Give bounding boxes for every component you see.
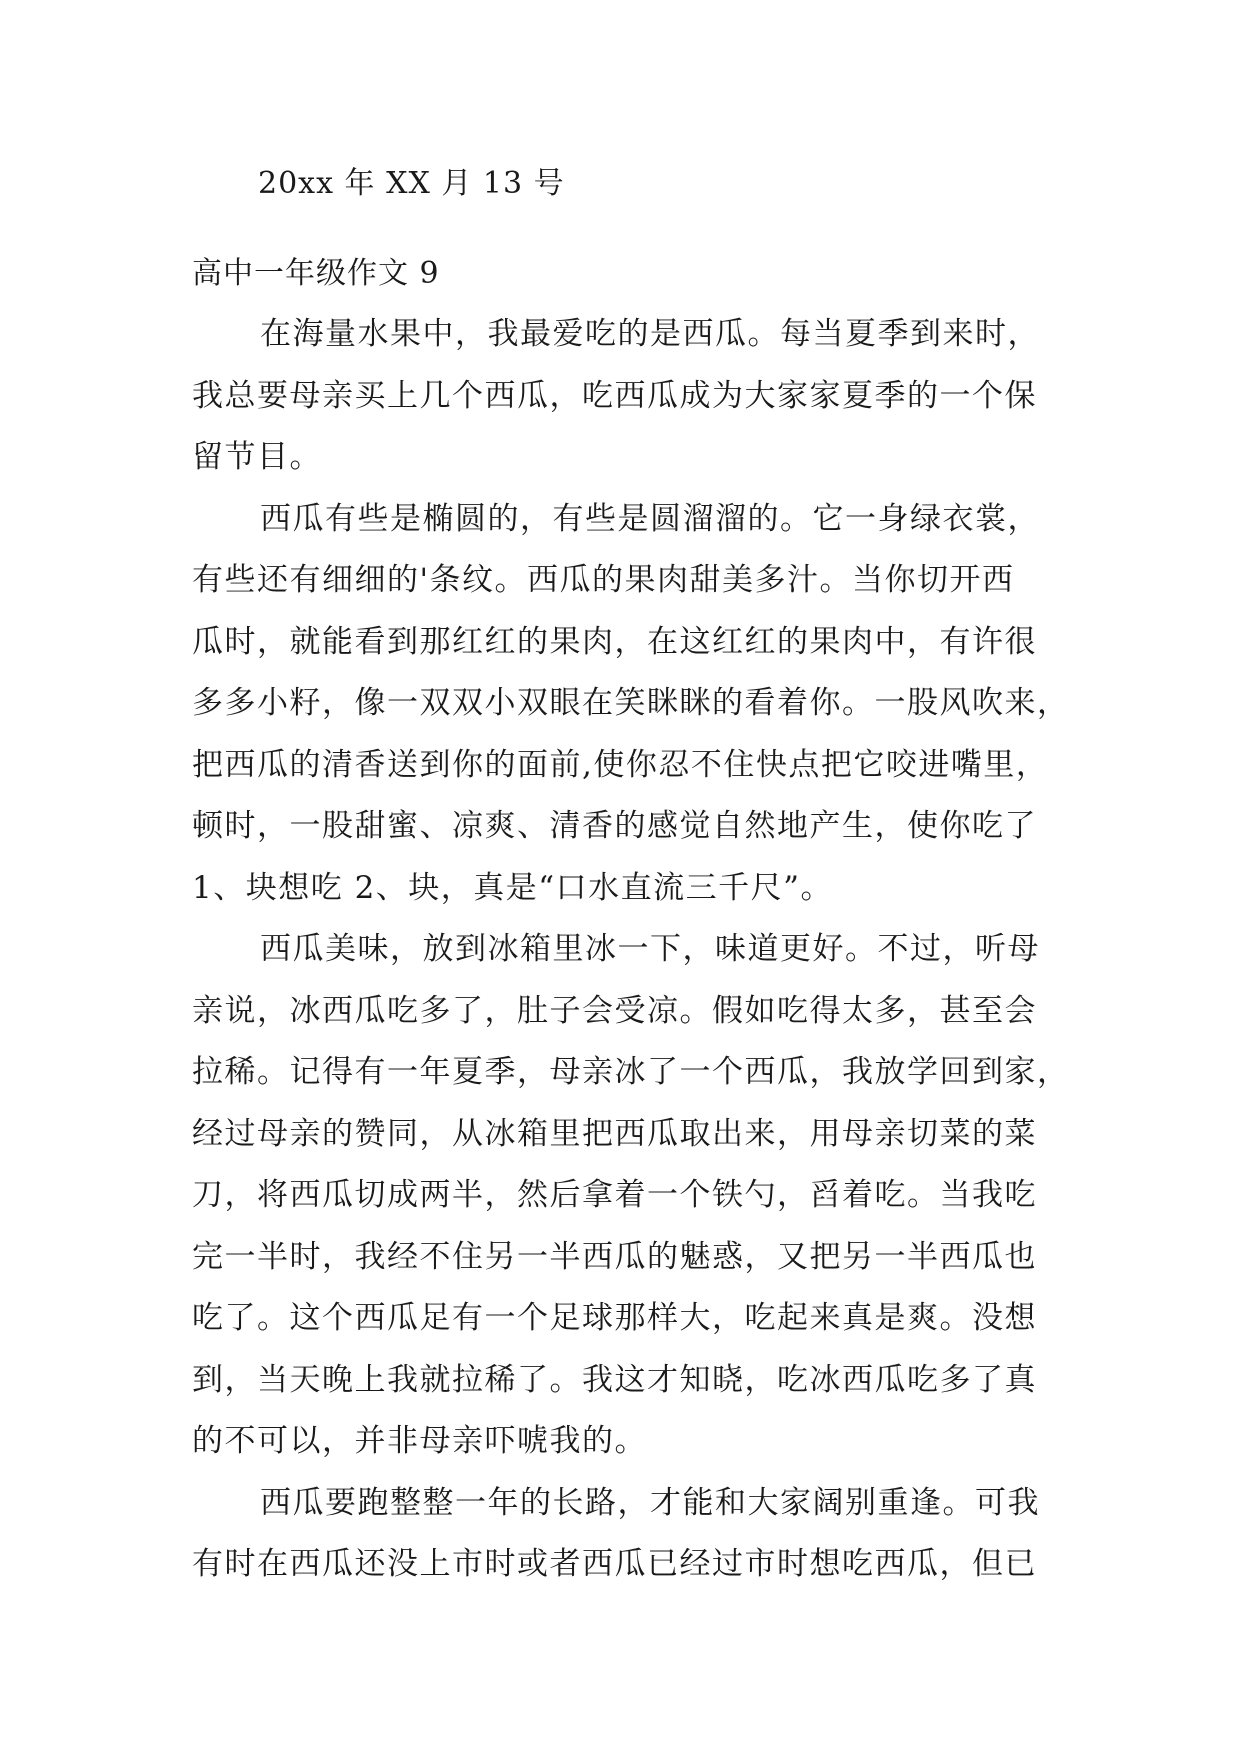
essay-body <box>192 304 1070 1596</box>
text-line: 到，当天晚上我就拉稀了。我这才知晓，吃冰西瓜吃多了真 <box>192 1361 1037 1398</box>
text-line: 完一半时，我经不住另一半西瓜的魅惑，又把另一半西瓜也 <box>192 1238 1037 1275</box>
text-line: 留节目。 <box>192 439 322 475</box>
text-line: 经过母亲的赞同，从冰箱里把西瓜取出来，用母亲切菜的菜 <box>192 1115 1037 1152</box>
text-line: 拉稀。记得有一年夏季，母亲冰了一个西瓜，我放学回到家， <box>192 1054 1070 1090</box>
text-line: 吃了。这个西瓜足有一个足球那样大，吃起来真是爽。没想 <box>192 1300 1037 1336</box>
text-line: 的不可以，并非母亲吓唬我的。 <box>192 1423 647 1459</box>
text-line: 有些还有细细的'条纹。西瓜的果肉甜美多汁。当你切开西 <box>192 562 1015 598</box>
text-line: 有时在西瓜还没上市时或者西瓜已经过市时想吃西瓜，但已 <box>192 1546 1037 1582</box>
text-line: 把西瓜的清香送到你的面前,使你忍不住快点把它咬进嘴里， <box>192 746 1049 783</box>
text-line: 1、块想吃 2、块，真是“口水直流三千尺”。 <box>192 869 833 906</box>
text-line: 亲说，冰西瓜吃多了，肚子会受凉。假如吃得太多，甚至会 <box>192 992 1037 1029</box>
text-line: 西瓜美味，放到冰箱里冰一下，味道更好。不过，听母 <box>260 931 1040 967</box>
text-line: 顿时，一股甜蜜、凉爽、清香的感觉自然地产生，使你吃了 <box>192 808 1037 844</box>
text-line: 刀，将西瓜切成两半，然后拿着一个铁勺，舀着吃。当我吃 <box>192 1177 1037 1213</box>
date-line: 20xx 年 XX 月 13 号 <box>258 166 565 201</box>
text-line: 我总要母亲买上几个西瓜，吃西瓜成为大家家夏季的一个保 <box>192 377 1037 414</box>
text-line: 多多小籽，像一双双小双眼在笑眯眯的看着你。一股风吹来， <box>192 685 1070 721</box>
text-line: 西瓜有些是椭圆的，有些是圆溜溜的。它一身绿衣裳， <box>260 500 1040 537</box>
essay-title: 高中一年级作文 9 <box>192 256 440 291</box>
text-line: 西瓜要跑整整一年的长路，才能和大家阔别重逢。可我 <box>260 1484 1040 1521</box>
text-line: 瓜时，就能看到那红红的果肉，在这红红的果肉中，有许很 <box>192 623 1037 660</box>
text-line: 在海量水果中，我最爱吃的是西瓜。每当夏季到来时， <box>260 316 1040 352</box>
